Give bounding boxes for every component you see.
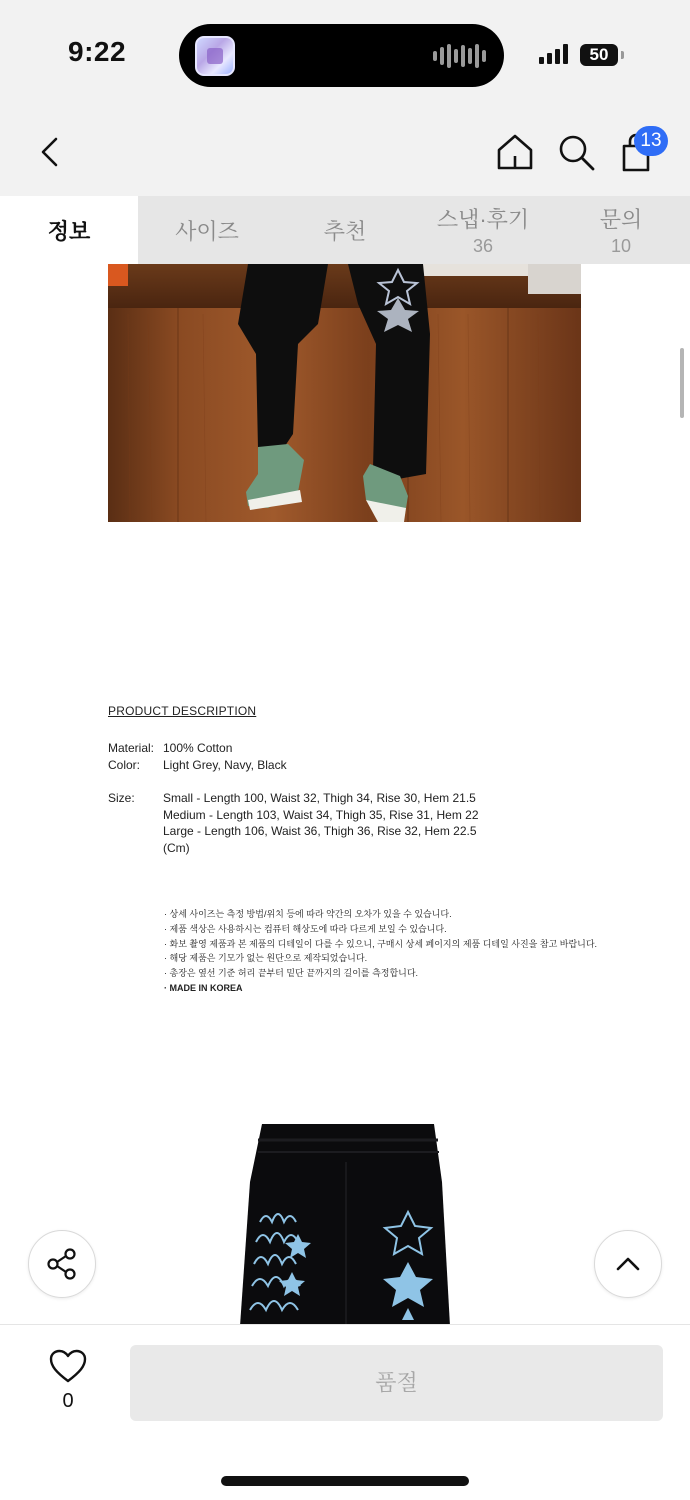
note-line: · 총장은 옆선 기준 허리 끝부터 밑단 끝까지의 길이를 측정합니다. bbox=[164, 968, 419, 979]
tab-label: 사이즈 bbox=[175, 218, 239, 244]
dynamic-island bbox=[179, 24, 504, 87]
tab-label: 정보 bbox=[47, 218, 91, 244]
tab-count: 10 bbox=[610, 236, 632, 256]
home-button[interactable] bbox=[495, 132, 535, 172]
share-icon bbox=[45, 1247, 79, 1281]
chevron-left-icon bbox=[32, 132, 72, 172]
share-button[interactable] bbox=[28, 1230, 96, 1298]
product-notes bbox=[164, 907, 597, 996]
cart-count-badge: 13 bbox=[634, 126, 668, 156]
note-line: · MADE IN KOREA bbox=[164, 982, 243, 993]
size-line: (Cm) bbox=[163, 840, 190, 855]
like-button[interactable] bbox=[48, 1348, 88, 1384]
home-icon bbox=[495, 132, 535, 172]
size-line: Medium - Length 103, Waist 34, Thigh 35, Rise 31, Hem 22 bbox=[163, 807, 479, 822]
tab-snap-review[interactable] bbox=[414, 196, 552, 264]
tab-recommend[interactable] bbox=[276, 196, 414, 264]
product-description-title: PRODUCT DESCRIPTION bbox=[108, 704, 257, 718]
product-model-photo bbox=[108, 264, 581, 522]
cellular-signal-icon bbox=[539, 44, 568, 64]
product-flat-photo bbox=[236, 1122, 456, 1326]
tab-count: 36 bbox=[472, 236, 494, 256]
now-playing-app-icon bbox=[195, 36, 235, 76]
chevron-up-icon bbox=[613, 1249, 643, 1279]
note-line: · 제품 색상은 사용하시는 컴퓨터 해상도에 따라 다르게 보일 수 있습니다. bbox=[164, 923, 447, 934]
detail-tabs bbox=[0, 196, 690, 264]
search-button[interactable] bbox=[556, 132, 596, 172]
material-value: 100% Cotton bbox=[163, 741, 233, 755]
tab-size[interactable] bbox=[138, 196, 276, 264]
tab-label: 스냅·후기 bbox=[436, 207, 530, 232]
status-time: 9:22 bbox=[68, 36, 127, 67]
color-label: Color: bbox=[108, 758, 141, 772]
audio-wave-icon bbox=[433, 44, 486, 68]
note-line: · 상세 사이즈는 측정 방법/위치 등에 따라 약간의 오차가 있을 수 있습니다. bbox=[164, 909, 452, 919]
like-count: 0 bbox=[62, 1390, 74, 1412]
size-line: Large - Length 106, Waist 36, Thigh 36, Rise 32, Hem 22.5 bbox=[163, 824, 477, 838]
scrollbar[interactable] bbox=[680, 348, 684, 418]
battery-cap bbox=[621, 51, 624, 59]
tab-label: 문의 bbox=[599, 207, 643, 232]
battery-icon: 50 bbox=[580, 44, 618, 66]
back-button[interactable] bbox=[32, 132, 72, 172]
sold-out-button[interactable]: 품절 bbox=[130, 1345, 663, 1421]
app-header bbox=[0, 110, 690, 196]
size-line: Small - Length 100, Waist 32, Thigh 34, Rise 30, Hem 21.5 bbox=[163, 791, 476, 805]
home-indicator bbox=[221, 1476, 469, 1486]
note-line: · 화보 촬영 제품과 본 제품의 디테일이 다를 수 있으니, 구매시 상세 페이지의 제품 디테일 사진을 참고 바랍니다. bbox=[164, 938, 598, 949]
tab-label: 추천 bbox=[323, 218, 367, 244]
material-label: Material: bbox=[108, 741, 155, 755]
status-bar bbox=[0, 0, 690, 110]
size-label: Size: bbox=[108, 791, 135, 805]
search-icon bbox=[556, 132, 596, 172]
product-description bbox=[108, 704, 588, 855]
tab-inquiry[interactable] bbox=[552, 196, 690, 264]
tab-info[interactable] bbox=[0, 196, 138, 264]
color-value: Light Grey, Navy, Black bbox=[163, 758, 287, 772]
heart-icon bbox=[48, 1348, 88, 1384]
note-line: · 해당 제품은 기모가 없는 원단으로 제작되었습니다. bbox=[164, 953, 368, 964]
scroll-to-top-button[interactable] bbox=[594, 1230, 662, 1298]
